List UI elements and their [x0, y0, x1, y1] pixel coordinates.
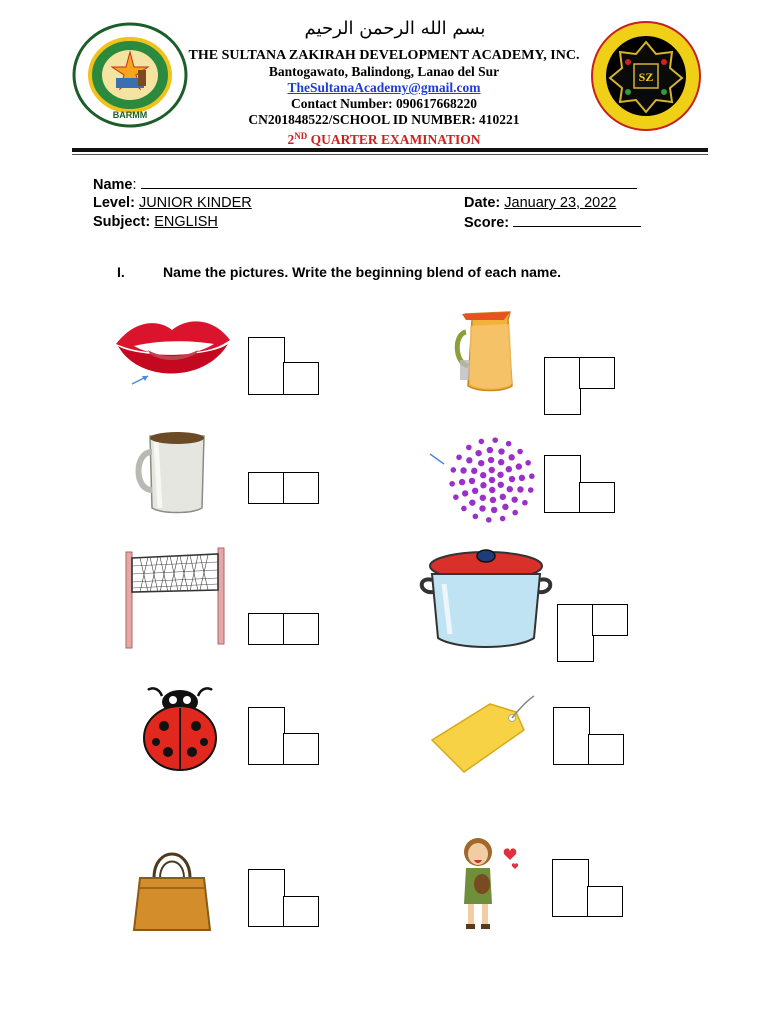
- score-field: Score:: [464, 214, 641, 231]
- purple-dot: [525, 460, 531, 466]
- academy-logo: [588, 20, 704, 132]
- purple-dot: [528, 487, 534, 493]
- purple-dot: [489, 467, 495, 473]
- purple-dot: [449, 481, 455, 487]
- pointer-arrow: [430, 454, 444, 464]
- purple-dot: [469, 478, 475, 484]
- purple-dot: [502, 504, 508, 510]
- answer-box-6a[interactable]: [557, 604, 594, 662]
- purple-dot: [500, 516, 506, 522]
- purple-dot: [509, 476, 515, 482]
- pitcher-icon: [452, 306, 526, 394]
- purple-dot: [497, 472, 503, 478]
- purple-dot: [489, 477, 495, 483]
- header-rule-thick: [72, 148, 708, 152]
- mug-icon: [130, 428, 214, 516]
- purple-dot: [492, 437, 498, 443]
- purple-dot: [498, 482, 504, 488]
- purple-dot: [506, 441, 512, 447]
- answer-box-2a[interactable]: [544, 357, 581, 415]
- ladybug-icon: [140, 684, 220, 772]
- answer-box-1b[interactable]: [283, 362, 319, 395]
- answer-box-5b[interactable]: [283, 613, 319, 645]
- answer-box-2b[interactable]: [579, 357, 615, 389]
- instruction-text: Name the pictures. Write the beginning blend of each name.: [163, 264, 562, 280]
- purple-dot: [487, 447, 493, 453]
- purple-dot: [475, 450, 481, 456]
- answer-box-10b[interactable]: [587, 886, 623, 917]
- purple-dot: [516, 463, 522, 469]
- purple-dot: [479, 439, 485, 445]
- bag-icon: [130, 842, 214, 936]
- dots-icon: [428, 432, 540, 526]
- email-link[interactable]: TheSultanaAcademy@gmail.com: [287, 80, 481, 95]
- answer-box-5a[interactable]: [248, 613, 285, 645]
- purple-dot: [490, 497, 496, 503]
- answer-box-9a[interactable]: [248, 869, 285, 927]
- purple-dot: [517, 449, 523, 455]
- purple-dot: [480, 495, 486, 501]
- purple-dot: [486, 517, 492, 523]
- purple-dot: [488, 457, 494, 463]
- purple-dot: [498, 448, 504, 454]
- answer-box-8b[interactable]: [588, 734, 624, 765]
- answer-box-7b[interactable]: [283, 733, 319, 765]
- barmm-label: BARMM: [112, 110, 148, 120]
- purple-dot: [469, 499, 475, 505]
- purple-dot: [472, 488, 478, 494]
- answer-box-3b[interactable]: [283, 472, 319, 504]
- name-blank[interactable]: [141, 176, 637, 189]
- purple-dot: [461, 506, 467, 512]
- purple-dot: [473, 514, 479, 520]
- purple-dot: [529, 473, 535, 479]
- purple-dot: [462, 490, 468, 496]
- purple-dot: [508, 454, 514, 460]
- pot-icon: [416, 548, 556, 652]
- exam-title: 2ND QUARTER EXAMINATION: [287, 131, 481, 147]
- purple-dot: [460, 467, 466, 473]
- level-field: Level: JUNIOR KINDER: [93, 195, 252, 211]
- name-field: Name:: [93, 176, 637, 193]
- answer-box-8a[interactable]: [553, 707, 590, 765]
- answer-box-6b[interactable]: [592, 604, 628, 636]
- purple-dot: [456, 454, 462, 460]
- date-field: Date: January 23, 2022: [464, 195, 617, 211]
- instruction-number: I.: [117, 264, 125, 280]
- sz-mark: SZ: [638, 70, 654, 84]
- purple-dot: [507, 486, 513, 492]
- girl-icon: [452, 834, 524, 934]
- purple-dot: [511, 496, 517, 502]
- answer-box-4a[interactable]: [544, 455, 581, 513]
- school-address: Bantogawato, Balindong, Lanao del Sur: [268, 64, 500, 79]
- school-name: THE SULTANA ZAKIRAH DEVELOPMENT ACADEMY, INC.: [188, 48, 580, 63]
- purple-dot: [479, 505, 485, 511]
- answer-box-10a[interactable]: [552, 859, 589, 917]
- subject-field: Subject: ENGLISH: [93, 214, 218, 230]
- purple-dot: [519, 475, 525, 481]
- answer-box-9b[interactable]: [283, 896, 319, 927]
- purple-dot: [480, 482, 486, 488]
- purple-dot: [466, 445, 472, 451]
- purple-dot: [522, 500, 528, 506]
- purple-dot: [480, 472, 486, 478]
- answer-box-4b[interactable]: [579, 482, 615, 513]
- purple-dot: [450, 467, 456, 473]
- header-rule-thin: [72, 154, 708, 155]
- purple-dot: [506, 466, 512, 472]
- purple-dot: [512, 510, 518, 516]
- email-line: [170, 80, 598, 96]
- purple-dot: [453, 494, 459, 500]
- lips-icon: [108, 310, 236, 400]
- contact-number: Contact Number: 090617668220: [291, 96, 477, 111]
- tag-icon: [428, 690, 538, 776]
- purple-dot: [491, 507, 497, 513]
- purple-dot: [459, 479, 465, 485]
- purple-dot: [466, 457, 472, 463]
- purple-dot: [489, 487, 495, 493]
- bismillah-calligraphy: بسم الله الرحمن الرحيم: [304, 18, 486, 39]
- net-icon: [118, 544, 236, 650]
- school-ids: CN201848522/SCHOOL ID NUMBER: 410221: [248, 112, 520, 127]
- purple-dot: [471, 468, 477, 474]
- answer-box-3a[interactable]: [248, 472, 285, 504]
- purple-dot: [500, 494, 506, 500]
- purple-dot: [498, 459, 504, 465]
- purple-dot: [517, 486, 523, 492]
- purple-dot: [478, 460, 484, 466]
- score-blank[interactable]: [513, 214, 641, 227]
- answer-box-1a[interactable]: [248, 337, 285, 395]
- answer-box-7a[interactable]: [248, 707, 285, 765]
